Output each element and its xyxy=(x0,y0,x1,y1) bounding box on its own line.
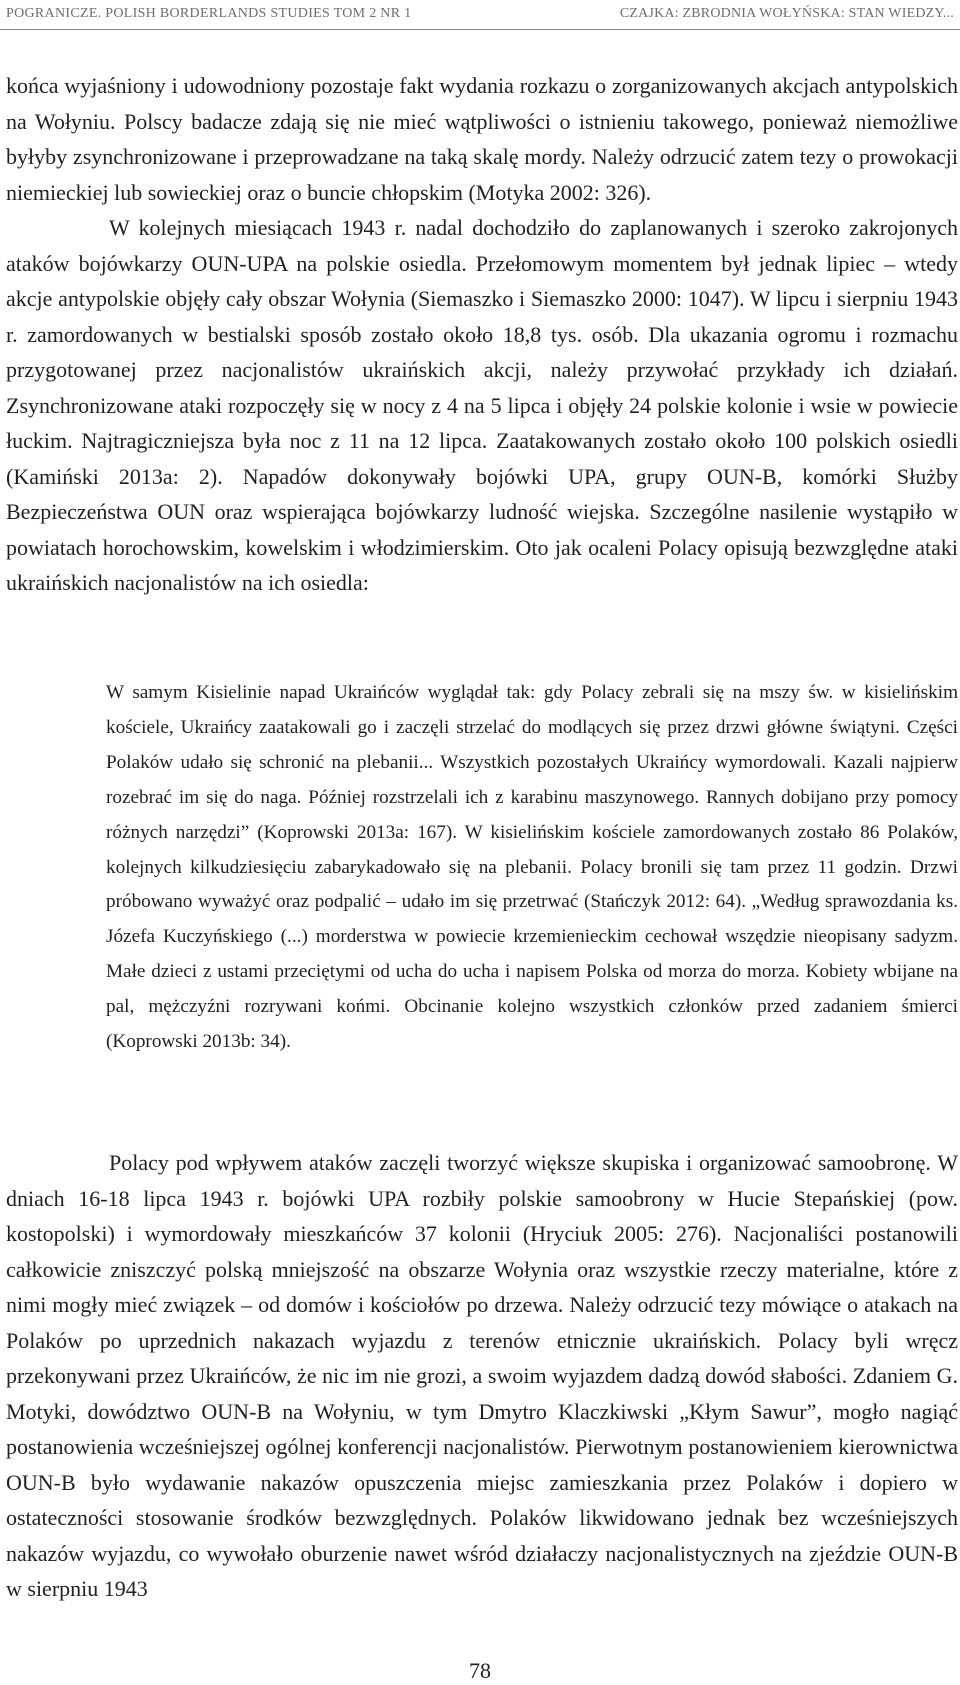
block-quote xyxy=(106,676,958,1060)
paragraph: Polacy pod wpływem ataków zaczęli tworzyć większe skupiska i organizować samoobronę. W dniach 16-18 lipca 1943 r. bojówki UPA rozbiły polskie samoobrony w Hucie Stepańskiej (pow. kostopolski) i wymordowały mieszkańców 37 kolonii (Hryciuk 2005: 276). Nacjonaliści postanowili całkowicie zniszczyć polską mniejszość na obszarze Wołynia oraz wszystkie rzeczy materialne, które z nimi mogły mieć związek – od domów i kościołów po drzewa. Należy odrzucić tezy mówiące o atakach na Polaków po uprzednich nakazach wyjazdu z terenów etnicznie ukraińskich. Polacy byli wręcz przekonywani przez Ukraińców, że nic im nie grozi, a swoim wyjazdem dadzą dowód słabości. Zdaniem G. Motyki, dowództwo OUN-B na Wołyniu, w tym Dmytro Klaczkiwski „Kłym Sawur”, mogło nagiąć postanowienia wcześniejszej ogólnej konferencji nacjonalistów. Pierwotnym postanowieniem kierownictwa OUN-B było wydawanie nakazów opuszczenia miejsc zamieszkania przez Polaków i dopiero w ostateczności stosowanie środków bezwzględnych. Polaków likwidowano jednak bez wcześniejszych nakazów wyjazdu, co wywołało oburzenie nawet wśród działaczy nacjonalistycznych na zjeździe OUN-B w sierpniu 1943 xyxy=(6,1150,958,1601)
running-head-article: CZAJKA: ZBRODNIA WOŁYŃSKA: STAN WIEDZY... xyxy=(619,6,954,21)
page-number: 78 xyxy=(469,1658,491,1683)
running-head-journal: POGRANICZE. POLISH BORDERLANDS STUDIES TOM 2 NR 1 xyxy=(6,6,412,21)
paragraph: W kolejnych miesiącach 1943 r. nadal dochodziło do zaplanowanych i szeroko zakrojonych ataków bojówkarzy OUN-UPA na polskie osiedla. Przełomowym momentem był jednak lipiec – wtedy akcje antypolskie objęły cały obszar Wołynia (Siemaszko i Siemaszko 2000: 1047). W lipcu i sierpniu 1943 r. zamordowanych w bestialski sposób zostało około 18,8 tys. osób. Dla ukazania ogromu i rozmachu przygotowanej przez nacjonalistów ukraińskich akcji, należy przywołać przykłady ich działań. Zsynchronizowane ataki rozpoczęły się w nocy z 4 na 5 lipca i objęły 24 polskie kolonie i wsie w powiecie łuckim. Najtragiczniejsza była noc z 11 na 12 lipca. Zaatakowanych zostało około 100 polskich osiedli (Kamiński 2013a: 2). Napadów dokonywały bojówki UPA, grupy OUN-B, komórki Służby Bezpieczeństwa OUN oraz wspierająca bojówkarzy ludność wiejska. Szczególne nasilenie wystąpiło w powiatach horochowskim, kowelskim i włodzimierskim. Oto jak ocaleni Polacy opisują bezwzględne ataki ukraińskich nacjonalistów na ich osiedla: xyxy=(6,215,958,595)
header-divider xyxy=(0,29,960,30)
running-head xyxy=(6,0,954,28)
body-section-top xyxy=(6,68,958,601)
block-quote-text: W samym Kisielinie napad Ukraińców wyglądał tak: gdy Polacy zebrali się na mszy św. w kisielińskim kościele, Ukraińcy zaatakowali go i zaczęli strzelać do modlących się przez drzwi główne świątyni. Części Polaków udało się schronić na plebanii... Wszystkich pozostałych Ukraińcy wymordowali. Kazali najpierw rozebrać im się do naga. Później rozstrzelali ich z karabinu maszynowego. Rannych dobijano przy pomocy różnych narzędzi” (Koprowski 2013a: 167). W kisielińskim kościele zamordowanych zostało 86 Polaków, kolejnych kilkudziesięciu zabarykadowało się na plebanii. Polacy bronili się tam przez 11 godzin. Drzwi próbowano wyważyć oraz podpalić – udało im się przetrwać (Stańczyk 2012: 64). „Według sprawozdania ks. Józefa Kuczyńskiego (...) morderstwa w powiecie krzemienieckim cechował wszędzie nieopisany sadyzm. Małe dzieci z ustami przeciętymi od ucha do ucha i napisem Polska od morza do morza. Kobiety wbijane na pal, mężczyźni rozrywani końmi. Obcinanie kolejno wszystkich członków przed zadaniem śmierci (Koprowski 2013b: 34). xyxy=(106,682,958,1053)
paragraph-continued: końca wyjaśniony i udowodniony pozostaje fakt wydania rozkazu o zorganizowanych akcjach antypolskich na Wołyniu. Polscy badacze zdają się nie mieć wątpliwości o istnieniu takowego, ponieważ niemożliwe byłyby zsynchronizowane i przeprowadzane na taką skalę mordy. Należy odrzucić zatem tezy o prowokacji niemieckiej lub sowieckiej oraz o buncie chłopskim (Motyka 2002: 326). xyxy=(6,73,958,205)
body-section-bottom xyxy=(6,1145,958,1607)
